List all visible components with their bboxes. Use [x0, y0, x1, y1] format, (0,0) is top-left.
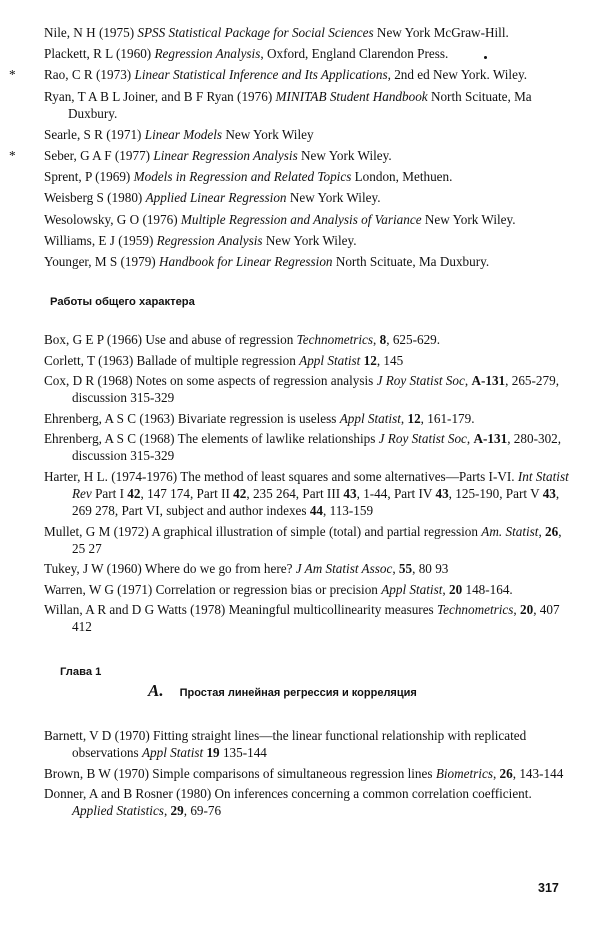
- reference-item: * Rao, C R (1973) Linear Statistical Inference and Its Applications, 2nd ed New York. Wiley.: [9, 67, 527, 83]
- page-number: 317: [538, 881, 559, 895]
- reference-item: Cox, D R (1968) Notes on some aspects of regression analysis J Roy Statist Soc, A-131, 265-279, discussion 315-329: [44, 373, 559, 406]
- reference-item: Box, G E P (1966) Use and abuse of regression Technometrics, 8, 625-629.: [44, 332, 441, 347]
- reference-item: Ryan, T A B L Joiner, and B F Ryan (1976) MINITAB Student Handbook North Scituate, Ma Duxbury.: [44, 88, 532, 121]
- reference-item: Younger, M S (1979) Handbook for Linear Regression North Scituate, Ma Duxbury.: [44, 253, 490, 269]
- reference-item: Corlett, T (1963) Ballade of multiple regression Appl Statist 12, 145: [44, 352, 404, 368]
- reference-item: Donner, A and B Rosner (1980) On inferences concerning a common correlation coefficient. Applied Statistics, 29, 69-76: [44, 786, 532, 819]
- reference-item: * Seber, G A F (1977) Linear Regression Analysis New York Wiley.: [9, 147, 392, 163]
- reference-item: Willan, A R and D G Watts (1978) Meaningful multicollinearity measures Technometrics, 20, 407 412: [44, 602, 560, 635]
- reference-item: Ehrenberg, A S C (1968) The elements of lawlike relationships J Roy Statist Soc, A-131, 280-302, discussion 315-329: [44, 431, 562, 464]
- reference-item: Brown, B W (1970) Simple comparisons of simultaneous regression lines Biometrics, 26, 143-144: [44, 765, 564, 781]
- reference-list-books: [9, 24, 574, 274]
- reference-item: Barnett, V D (1970) Fitting straight lines—the linear functional relationship with replicated observations Appl Statist 19 135-144: [44, 728, 527, 760]
- reference-item: Nile, N H (1975) SPSS Statistical Package for Social Sciences New York McGraw-Hill.: [44, 25, 509, 40]
- stray-dot-mark: [484, 56, 487, 59]
- reference-item: Harter, H L. (1974-1976) The method of least squares and some alternatives—Parts I-VI. Int Statist Rev Part I 42, 147 174, Part II 42, 235 264, Part III 43, 1-44, Part IV 43, 125-190, Part V 43, 269 278, Part VI, subject and author indexes 44, 113-159: [44, 468, 569, 518]
- reference-item: Warren, W G (1971) Correlation or regression bias or precision Appl Statist, 20 148-164.: [44, 581, 513, 597]
- section-heading-general: Работы общего характера: [50, 296, 195, 308]
- reference-item: Sprent, P (1969) Models in Regression and Related Topics London, Methuen.: [44, 169, 453, 185]
- reference-item: Searle, S R (1971) Linear Models New York Wiley: [44, 126, 314, 142]
- reference-list-articles: [44, 331, 574, 639]
- reference-list-chapter1: [44, 727, 574, 823]
- reference-item: Mullet, G M (1972) A graphical illustration of simple (total) and partial regression Am. Statist, 26, 25 27: [44, 523, 562, 556]
- chapter-heading: Глава 1: [60, 666, 102, 678]
- reference-item: Plackett, R L (1960) Regression Analysis, Oxford, England Clarendon Press.: [44, 46, 449, 62]
- reference-item: Ehrenberg, A S C (1963) Bivariate regression is useless Appl Statist, 12, 161-179.: [44, 410, 475, 426]
- subsection-title: Простая линейная регрессия и корреляция: [179, 687, 417, 699]
- reference-item: Weisberg S (1980) Applied Linear Regression New York Wiley.: [44, 190, 381, 206]
- reference-item: Wesolowsky, G O (1976) Multiple Regression and Analysis of Variance New York Wiley.: [44, 211, 516, 227]
- reference-item: Williams, E J (1959) Regression Analysis New York Wiley.: [44, 232, 357, 248]
- subsection-heading: [148, 682, 417, 702]
- reference-item: Tukey, J W (1960) Where do we go from here? J Am Statist Assoc, 55, 80 93: [44, 561, 449, 577]
- subsection-letter: A.: [148, 681, 164, 700]
